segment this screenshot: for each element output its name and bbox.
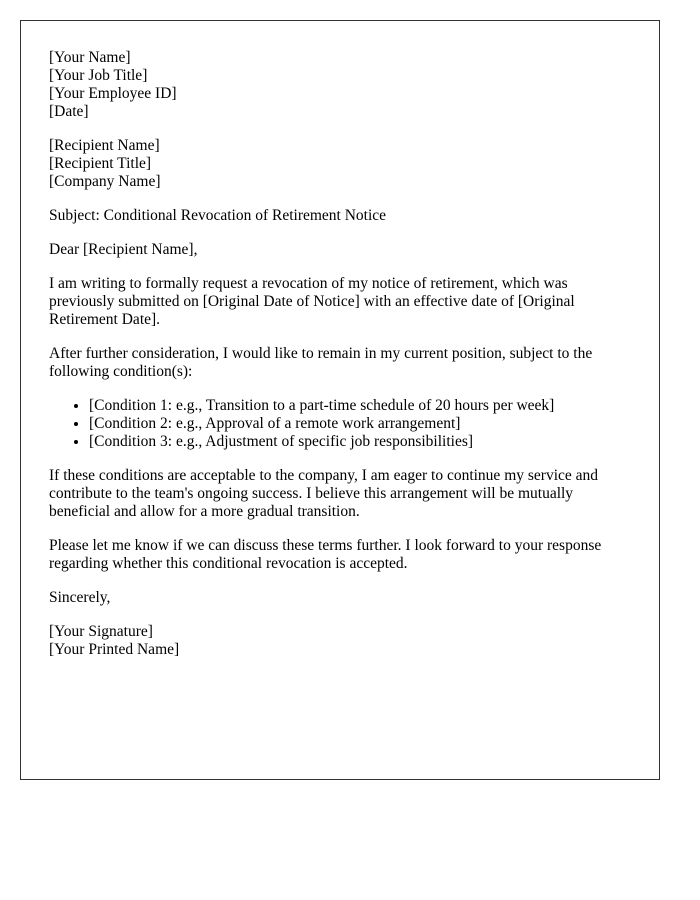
condition-item: • [Condition 2: e.g., Approval of a remote work arrangement] (89, 415, 631, 433)
printed-name: [Your Printed Name] (49, 641, 180, 658)
subject-line: Subject: Conditional Revocation of Retirement Notice (49, 207, 387, 224)
body-paragraph: I am writing to formally request a revocation of my notice of retirement, which was previously submitted on [Original Date of Notice] with an effective date of [Original Retirement Date]. (49, 275, 575, 328)
letter-page (20, 20, 660, 780)
sender-name: [Your Name] (49, 49, 131, 66)
body-paragraph: Please let me know if we can discuss these terms further. I look forward to your response regarding whether this conditional revocation is accepted. (49, 537, 602, 572)
salutation: Dear [Recipient Name], (49, 241, 198, 258)
body-paragraph: If these conditions are acceptable to the company, I am eager to continue my service and contribute to the team's ongoing success. I believe this arrangement will be mutually beneficial and allow for a more gradual transition. (49, 467, 599, 520)
condition-item: • [Condition 3: e.g., Adjustment of specific job responsibilities] (89, 433, 631, 451)
recipient-name: [Recipient Name] (49, 137, 160, 154)
body-paragraph: After further consideration, I would like to remain in my current position, subject to the following condition(s): (49, 345, 593, 380)
recipient-company: [Company Name] (49, 173, 161, 190)
conditions-list (49, 397, 631, 451)
sign-off: Sincerely, (49, 589, 111, 606)
recipient-title: [Recipient Title] (49, 155, 152, 172)
sender-employee-id: [Your Employee ID] (49, 85, 177, 102)
recipient-block (49, 137, 631, 191)
condition-item: • [Condition 1: e.g., Transition to a part-time schedule of 20 hours per week] (89, 397, 631, 415)
signature-line: [Your Signature] (49, 623, 153, 640)
sender-block (49, 49, 631, 121)
letter-date: [Date] (49, 103, 89, 120)
sender-job-title: [Your Job Title] (49, 67, 148, 84)
signature-block (49, 623, 631, 659)
